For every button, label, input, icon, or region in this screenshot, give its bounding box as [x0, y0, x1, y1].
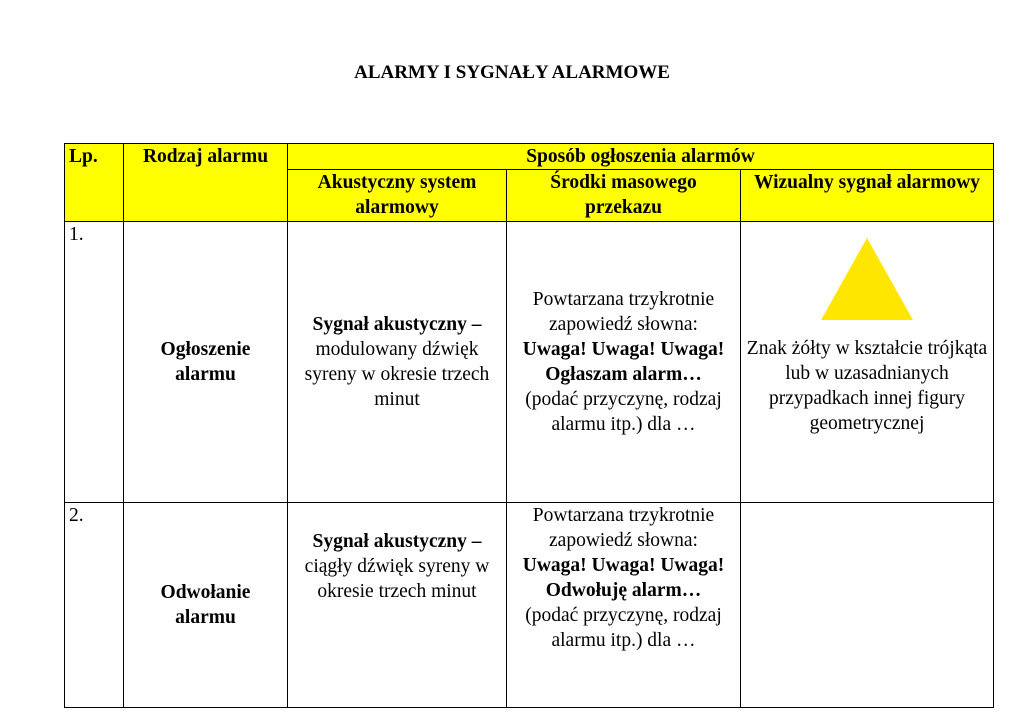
acoustic-label: Sygnał akustyczny –: [312, 531, 482, 552]
visual-cell: [741, 222, 994, 503]
acoustic-label: Sygnał akustyczny –: [312, 314, 482, 335]
visual-cell-empty: [741, 503, 994, 708]
media-announcement: Odwołuję alarm…: [545, 580, 702, 601]
media-cell: [507, 503, 741, 708]
row-number: 2.: [65, 503, 124, 708]
media-intro: Powtarzana trzykrotnie zapowiedź słowna:: [532, 289, 715, 335]
alarm-type: Ogłoszenie alarmu: [124, 222, 288, 503]
media-intro: Powtarzana trzykrotnie zapowiedź słowna:: [532, 505, 715, 551]
alarm-type: Odwołanie alarmu: [124, 503, 288, 708]
header-acoustic-system: Akustyczny system alarmowy: [288, 170, 507, 222]
media-details: (podać przyczynę, rodzaj alarmu itp.) dla …: [525, 389, 722, 435]
header-mass-media: Środki masowego przekazu: [507, 170, 741, 222]
yellow-triangle-icon: [819, 236, 915, 322]
media-warning: Uwaga! Uwaga! Uwaga!: [522, 555, 725, 576]
table-row: [65, 503, 994, 708]
header-announcement-method: Sposób ogłoszenia alarmów: [288, 144, 994, 170]
document-title: ALARMY I SYGNAŁY ALARMOWE: [354, 62, 670, 83]
header-alarm-type: Rodzaj alarmu: [124, 144, 288, 222]
acoustic-cell: [288, 222, 507, 503]
media-cell: [507, 222, 741, 503]
acoustic-cell: [288, 503, 507, 708]
media-details: (podać przyczynę, rodzaj alarmu itp.) dla …: [525, 605, 722, 651]
row-number: 1.: [65, 222, 124, 503]
header-lp: Lp.: [65, 144, 124, 222]
header-visual-signal: Wizualny sygnał alarmowy: [741, 170, 994, 222]
visual-text: Znak żółty w kształcie trójkąta lub w uzasadnianych przypadkach innej figury geometrycznej: [746, 338, 988, 434]
table-row: [65, 222, 994, 503]
alarms-table: [64, 143, 994, 708]
media-warning: Uwaga! Uwaga! Uwaga!: [522, 339, 725, 360]
acoustic-text: modulowany dźwięk syreny w okresie trzech minut: [304, 339, 490, 410]
media-announcement: Ogłaszam alarm…: [545, 364, 702, 385]
acoustic-text: ciągły dźwięk syreny w okresie trzech minut: [304, 556, 490, 602]
